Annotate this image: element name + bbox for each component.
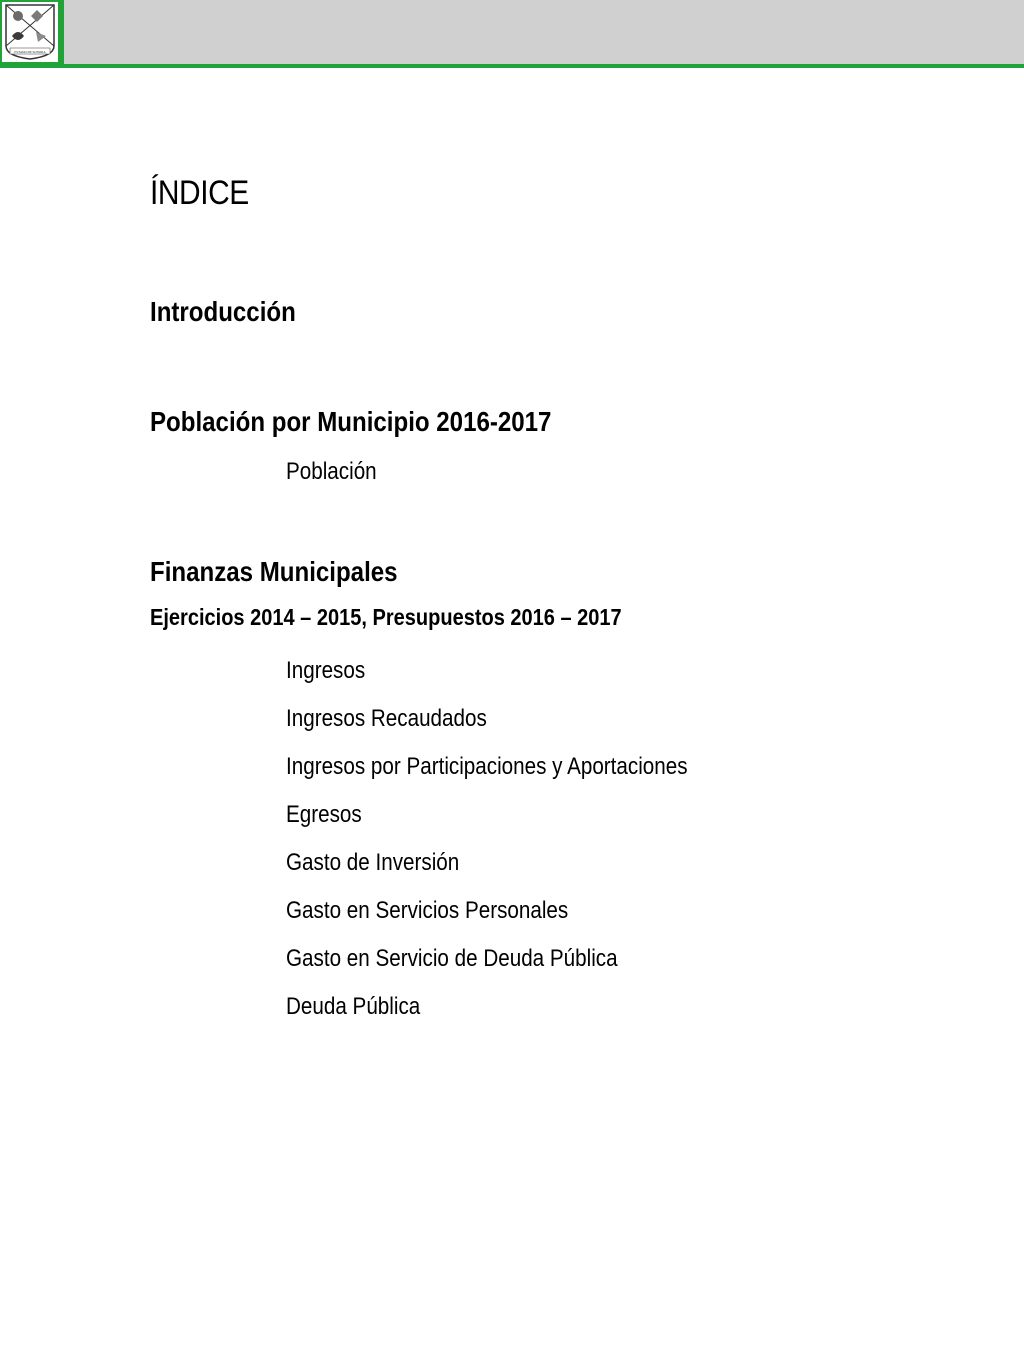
section-heading-introduccion: Introducción [150,296,296,327]
coat-of-arms-logo [2,2,58,62]
toc-entry-servicios-personales: Gasto en Servicios Personales [286,897,569,924]
index-title: ÍNDICE [150,174,249,212]
section-heading-finanzas: Finanzas Municipales [150,556,398,587]
toc-entry-poblacion: Población [286,458,377,485]
toc-entry-ingresos-recaudados: Ingresos Recaudados [286,705,487,732]
toc-entry-egresos: Egresos [286,801,362,828]
header-accent-rule [0,64,1024,68]
section-heading-poblacion: Población por Municipio 2016-2017 [150,406,552,437]
coat-of-arms-icon [2,2,58,62]
toc-entry-deuda-publica: Deuda Pública [286,993,421,1020]
toc-entry-ingresos: Ingresos [286,657,366,684]
toc-entry-gasto-inversion: Gasto de Inversión [286,849,460,876]
section-subheading-ejercicios: Ejercicios 2014 – 2015, Presupuestos 2016 – 2017 [150,604,622,630]
svg-text:ESTADO DE SONORA: ESTADO DE SONORA [14,50,46,54]
toc-entry-participaciones: Ingresos por Participaciones y Aportaciones [286,753,688,780]
logo-frame [0,0,64,66]
header-band [0,0,1024,64]
toc-entry-servicio-deuda: Gasto en Servicio de Deuda Pública [286,945,618,972]
